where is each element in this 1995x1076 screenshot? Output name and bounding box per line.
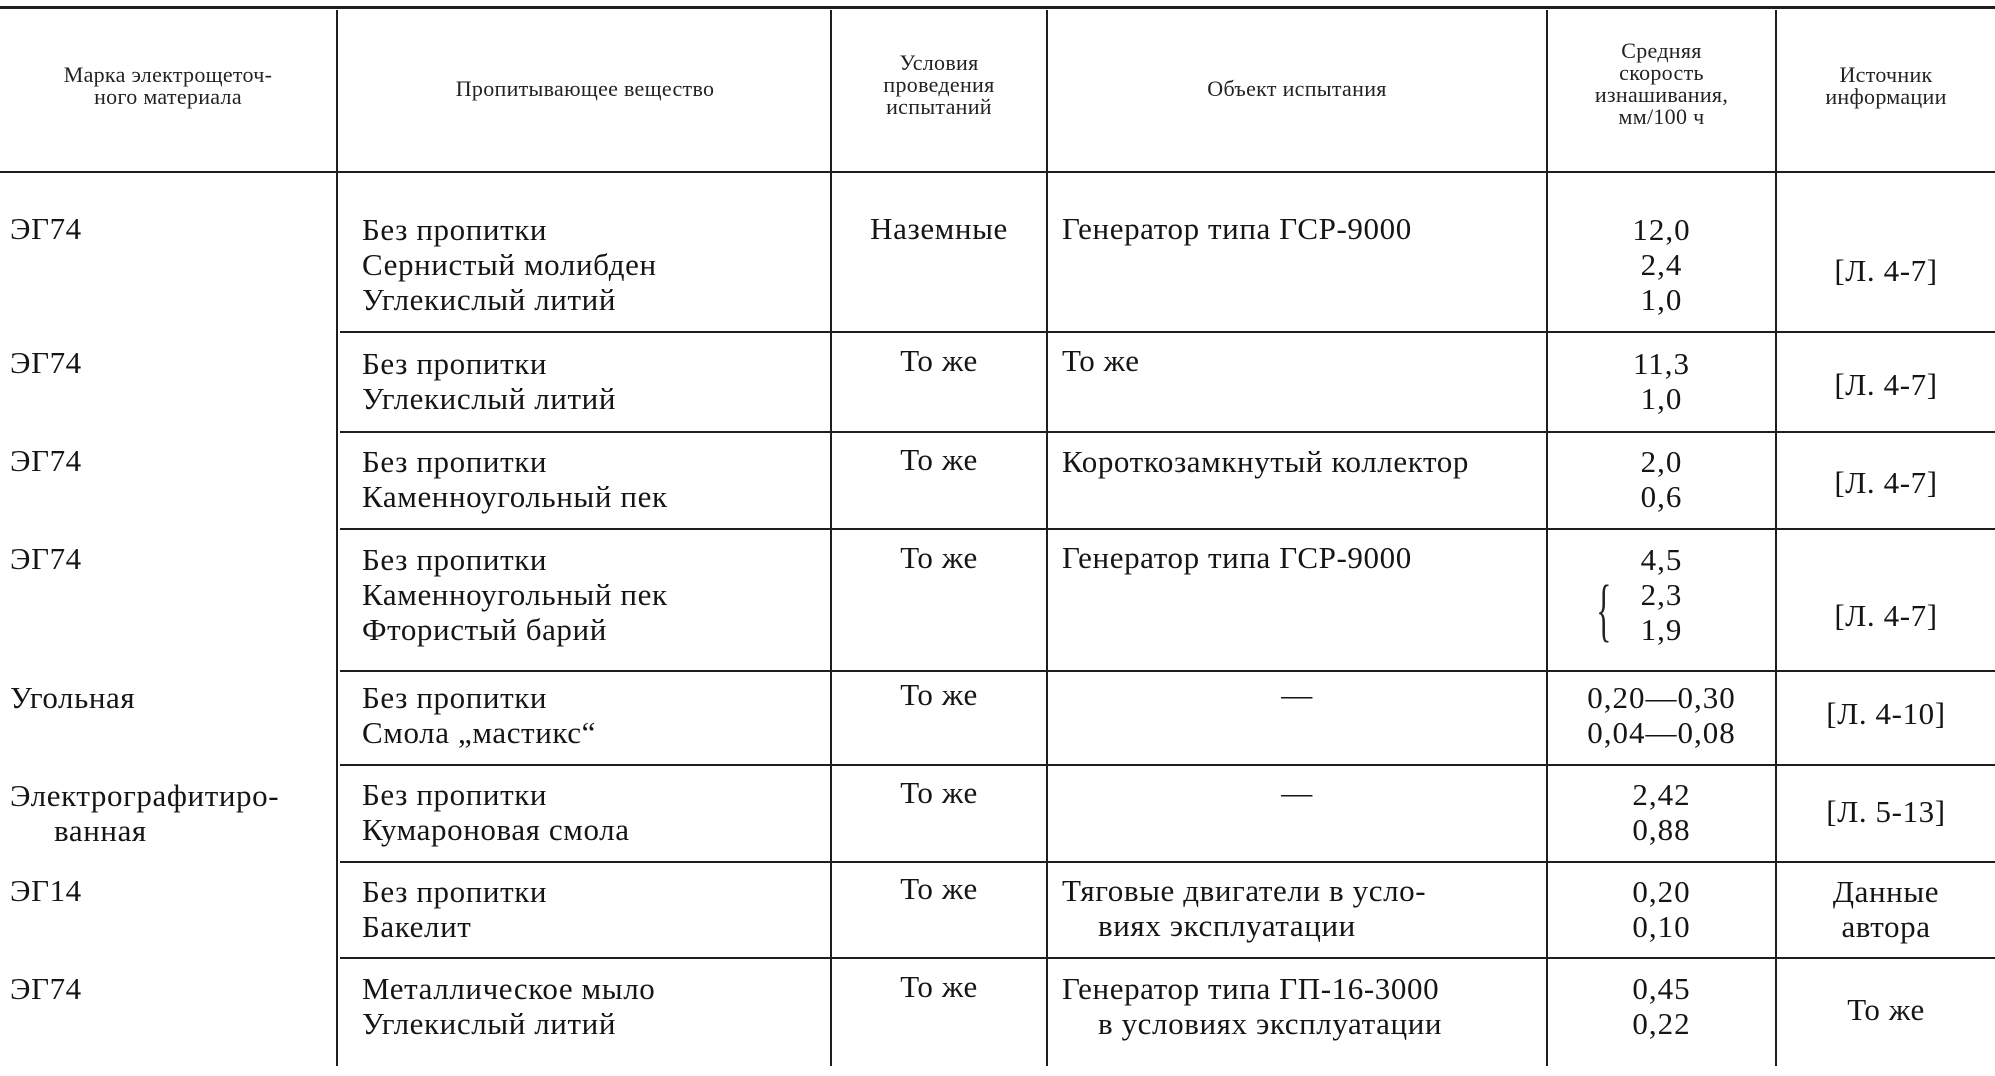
cell-object: Короткозамкнутый коллектор <box>1062 444 1469 479</box>
cell-object: Генератор типа ГСР-9000 <box>1062 540 1412 575</box>
cell-impregnant: Без пропитки Смола „мастикс“ <box>362 680 596 750</box>
cell-object: — <box>1281 677 1313 712</box>
cell-wear-rate: 0,20 0,10 <box>1632 874 1691 944</box>
header-conditions: Условия проведения испытаний <box>883 50 995 119</box>
cell-source: [Л. 4-7] <box>1834 253 1938 288</box>
cell-conditions: То же <box>900 540 978 575</box>
row-rule <box>340 670 1995 672</box>
cell-conditions: То же <box>900 677 978 712</box>
cell-source: [Л. 4-10] <box>1826 696 1946 731</box>
cell-conditions: То же <box>900 969 978 1004</box>
cell-object: — <box>1281 775 1313 810</box>
cell-impregnant: Без пропитки Углекислый литий <box>362 346 617 416</box>
header-bottom-rule <box>0 171 1995 173</box>
header-wear-rate: Средняя скорость изнашивания, мм/100 ч <box>1594 38 1729 129</box>
header-object: Объект испытания <box>1207 76 1387 101</box>
cell-source: [Л. 4-7] <box>1834 465 1938 500</box>
column-rule <box>830 10 832 1066</box>
cell-conditions: То же <box>900 775 978 810</box>
cell-wear-rate: 11,3 1,0 <box>1632 346 1691 416</box>
cell-wear-rate: 4,5 2,3 1,9 <box>1640 542 1683 647</box>
cell-conditions: То же <box>900 871 978 906</box>
cell-wear-rate: 0,20—0,30 0,04—0,08 <box>1587 680 1736 750</box>
cell-wear-rate: 12,0 2,4 1,0 <box>1632 212 1691 317</box>
cell-source: То же <box>1847 992 1925 1027</box>
cell-grade: ЭГ74 <box>10 443 82 478</box>
cell-grade: ЭГ74 <box>10 541 82 576</box>
cell-source: [Л. 4-7] <box>1834 367 1938 402</box>
column-rule <box>336 10 338 1066</box>
cell-object: Тяговые двигатели в усло- виях эксплуатации <box>1062 873 1427 943</box>
cell-grade: ЭГ74 <box>10 971 82 1006</box>
grouping-brace-icon: { <box>1596 572 1612 649</box>
cell-impregnant: Без пропитки Бакелит <box>362 874 548 944</box>
cell-impregnant: Без пропитки Каменноугольный пек Фтористый барий <box>362 542 668 647</box>
cell-conditions: Наземные <box>870 211 1008 246</box>
cell-wear-rate: 2,0 0,6 <box>1640 444 1683 514</box>
cell-conditions: То же <box>900 343 978 378</box>
cell-grade: Угольная <box>10 680 136 715</box>
cell-wear-rate: 0,45 0,22 <box>1632 971 1691 1041</box>
header-impregnant: Пропитывающее вещество <box>455 76 715 101</box>
cell-source: [Л. 4-7] <box>1834 598 1938 633</box>
cell-wear-rate: 2,42 0,88 <box>1632 777 1691 847</box>
cell-grade: ЭГ14 <box>10 873 82 908</box>
row-rule <box>340 431 1995 433</box>
cell-impregnant: Без пропитки Сернистый молибден Углекислый литий <box>362 212 657 317</box>
row-rule <box>340 331 1995 333</box>
cell-grade: ЭГ74 <box>10 345 82 380</box>
cell-source: Данные автора <box>1832 874 1940 944</box>
cell-conditions: То же <box>900 442 978 477</box>
cell-grade: Электрографитиро- ванная <box>10 778 280 848</box>
cell-object: Генератор типа ГСР-9000 <box>1062 211 1412 246</box>
cell-impregnant: Без пропитки Кумароновая смола <box>362 777 630 847</box>
row-rule <box>340 957 1995 959</box>
cell-object: То же <box>1062 343 1140 378</box>
cell-impregnant: Без пропитки Каменноугольный пек <box>362 444 668 514</box>
column-rule <box>1046 10 1048 1066</box>
row-rule <box>340 528 1995 530</box>
header-source: Источник информации <box>1825 62 1947 109</box>
cell-grade: ЭГ74 <box>10 211 82 246</box>
header-grade: Марка электрощеточ- ного материала <box>63 62 273 109</box>
cell-impregnant: Металлическое мыло Углекислый литий <box>362 971 656 1041</box>
cell-source: [Л. 5-13] <box>1826 794 1946 829</box>
row-rule <box>340 764 1995 766</box>
row-rule <box>340 861 1995 863</box>
table-top-rule <box>0 6 1995 9</box>
cell-object: Генератор типа ГП-16-3000 в условиях эксплуатации <box>1062 971 1443 1041</box>
